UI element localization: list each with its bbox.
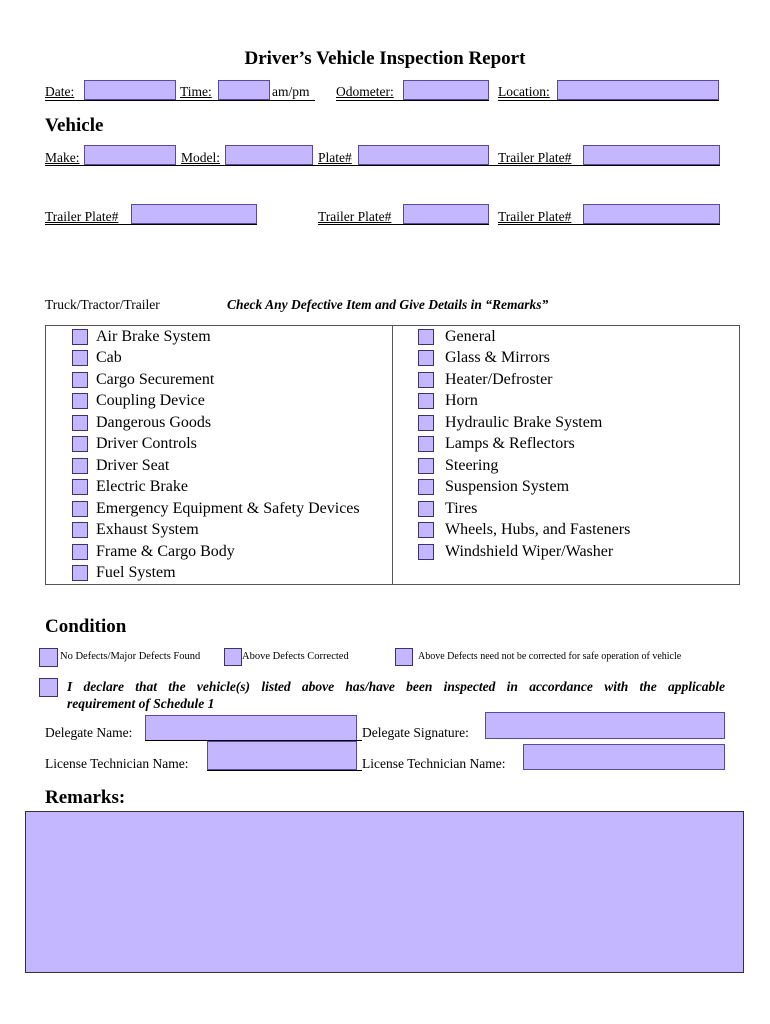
remarks-field[interactable] [25, 811, 744, 973]
defect-item-label: Air Brake System [96, 327, 211, 345]
defect-checkbox[interactable] [72, 544, 88, 560]
defect-checkbox[interactable] [72, 372, 88, 388]
defect-item-label: Lamps & Reflectors [445, 435, 575, 453]
declaration-checkbox[interactable] [39, 678, 58, 697]
defect-item-label: Steering [445, 456, 499, 474]
trailer-plate-label-2: Trailer Plate# [45, 209, 119, 224]
defect-checkbox[interactable] [72, 329, 88, 345]
defect-item-label: General [445, 327, 496, 345]
checklist-item[interactable] [393, 542, 739, 562]
defect-checkbox[interactable] [72, 479, 88, 495]
tech-name-field-2[interactable] [523, 744, 725, 770]
checklist-row [46, 498, 740, 520]
defect-checkbox[interactable] [72, 436, 88, 452]
plate-field[interactable] [358, 145, 489, 165]
defect-item-label: Coupling Device [96, 392, 205, 410]
delegate-signature-label: Delegate Signature: [362, 725, 469, 740]
checklist-item[interactable] [46, 391, 392, 411]
defect-item-label: Driver Controls [96, 435, 197, 453]
checklist-item[interactable] [46, 477, 392, 497]
defect-item-label: Driver Seat [96, 456, 170, 474]
tech-name-field[interactable] [207, 741, 357, 770]
defect-item-label: Exhaust System [96, 521, 199, 539]
defect-checkbox[interactable] [418, 544, 434, 560]
checklist-row [46, 412, 740, 434]
defect-checkbox[interactable] [72, 522, 88, 538]
location-label: Location: [498, 84, 550, 99]
checklist-item[interactable] [46, 327, 392, 347]
defect-item-label: Suspension System [445, 478, 570, 496]
date-label: Date: [45, 84, 75, 99]
defect-checkbox[interactable] [72, 350, 88, 366]
checklist-row [46, 348, 740, 370]
defect-checkbox[interactable] [72, 415, 88, 431]
trailer-plate-label-4: Trailer Plate# [498, 209, 572, 224]
defect-item-label: Fuel System [96, 564, 176, 582]
defect-checklist [45, 325, 740, 585]
checklist-item[interactable] [46, 413, 392, 433]
ampm-label: am/pm [272, 84, 310, 99]
checklist-row [46, 455, 740, 477]
no-defects-label: No Defects/Major Defects Found [60, 651, 201, 662]
odometer-field[interactable] [403, 80, 489, 100]
remarks-heading: Remarks: [45, 787, 126, 808]
defect-item-label: Dangerous Goods [96, 413, 212, 431]
defect-checkbox[interactable] [418, 458, 434, 474]
declaration-text-line2: requirement of Schedule 1 [67, 696, 215, 711]
defects-not-corrected-label: Above Defects need not be corrected for safe operation of vehicle [418, 651, 682, 662]
checklist-item[interactable] [46, 456, 392, 476]
plate-label: Plate# [318, 150, 352, 165]
checklist-item[interactable] [46, 499, 392, 519]
make-label: Make: [45, 150, 80, 165]
checklist-item[interactable] [393, 391, 739, 411]
checklist-item[interactable] [46, 370, 392, 390]
defect-item-label: Glass & Mirrors [445, 349, 550, 367]
defect-checkbox[interactable] [418, 501, 434, 517]
defect-item-label: Electric Brake [96, 478, 188, 496]
checklist-item[interactable] [46, 348, 392, 368]
condition-heading: Condition [45, 616, 127, 637]
no-defects-checkbox[interactable] [39, 648, 58, 667]
trailer-plate-field-3[interactable] [403, 204, 489, 224]
defect-checkbox[interactable] [418, 415, 434, 431]
date-field[interactable] [84, 80, 176, 100]
checklist-item[interactable] [393, 477, 739, 497]
checklist-item[interactable] [393, 370, 739, 390]
defect-checkbox[interactable] [418, 436, 434, 452]
checklist-instruction: Check Any Defective Item and Give Details in “Remarks” [227, 297, 549, 312]
delegate-name-label: Delegate Name: [45, 725, 133, 740]
defects-corrected-checkbox[interactable] [224, 648, 242, 666]
truck-tractor-trailer-label: Truck/Tractor/Trailer [45, 297, 160, 312]
delegate-name-field[interactable] [145, 715, 357, 741]
defect-item-label: Horn [445, 392, 478, 410]
checklist-item[interactable] [393, 413, 739, 433]
defect-checkbox[interactable] [72, 458, 88, 474]
checklist-item[interactable] [46, 434, 392, 454]
odometer-label: Odometer: [336, 84, 394, 99]
declaration-text-line1: I declare that the vehicle(s) listed above has/have been inspected in accordance with the applicable [67, 679, 725, 694]
trailer-plate-field-2[interactable] [131, 204, 257, 224]
defect-checkbox[interactable] [72, 565, 88, 581]
defect-checkbox[interactable] [418, 393, 434, 409]
checklist-item[interactable] [393, 348, 739, 368]
defect-checkbox[interactable] [418, 479, 434, 495]
checklist-row [46, 326, 740, 348]
delegate-signature-field[interactable] [485, 712, 725, 739]
checklist-row [46, 563, 740, 585]
model-field[interactable] [225, 145, 313, 165]
checklist-item[interactable] [393, 434, 739, 454]
defect-checkbox[interactable] [72, 501, 88, 517]
defect-item-label: Hydraulic Brake System [445, 413, 603, 431]
checklist-item[interactable] [393, 520, 739, 540]
defect-checkbox[interactable] [418, 350, 434, 366]
defect-item-label: Cargo Securement [96, 370, 215, 388]
time-field[interactable] [218, 80, 270, 100]
checklist-item[interactable] [393, 499, 739, 519]
checklist-row [46, 369, 740, 391]
defect-checkbox[interactable] [418, 329, 434, 345]
checklist-item[interactable] [393, 327, 739, 347]
defects-corrected-label: Above Defects Corrected [242, 651, 349, 662]
checklist-item[interactable] [46, 563, 392, 583]
make-field[interactable] [84, 145, 176, 165]
trailer-plate-field-1[interactable] [583, 145, 720, 165]
defect-item-label: Heater/Defroster [445, 370, 553, 388]
checklist-item[interactable] [393, 456, 739, 476]
defect-item-label: Tires [445, 499, 478, 517]
trailer-plate-label-1: Trailer Plate# [498, 150, 572, 165]
checklist-row [46, 520, 740, 542]
defect-item-label: Frame & Cargo Body [96, 542, 235, 560]
tech-name-label: License Technician Name: [45, 756, 189, 771]
defect-checkbox[interactable] [72, 393, 88, 409]
model-label: Model: [181, 150, 220, 165]
checklist-item[interactable] [46, 542, 392, 562]
vehicle-heading: Vehicle [45, 115, 104, 136]
page-title: Driver’s Vehicle Inspection Report [244, 48, 526, 69]
defect-item-label: Emergency Equipment & Safety Devices [96, 499, 360, 517]
defect-checkbox[interactable] [418, 522, 434, 538]
defect-item-label: Wheels, Hubs, and Fasteners [445, 521, 631, 539]
checklist-item[interactable] [46, 520, 392, 540]
defects-not-corrected-checkbox[interactable] [395, 648, 413, 666]
trailer-plate-label-3: Trailer Plate# [318, 209, 392, 224]
checklist-row [46, 541, 740, 563]
checklist-row [46, 434, 740, 456]
location-field[interactable] [557, 80, 719, 100]
tech-name-label-2: License Technician Name: [362, 756, 506, 771]
defect-item-label: Cab [96, 349, 122, 367]
checklist-row [46, 477, 740, 499]
time-label: Time: [180, 84, 212, 99]
trailer-plate-field-4[interactable] [583, 204, 720, 224]
defect-item-label: Windshield Wiper/Washer [445, 542, 614, 560]
checklist-row [46, 391, 740, 413]
defect-checkbox[interactable] [418, 372, 434, 388]
